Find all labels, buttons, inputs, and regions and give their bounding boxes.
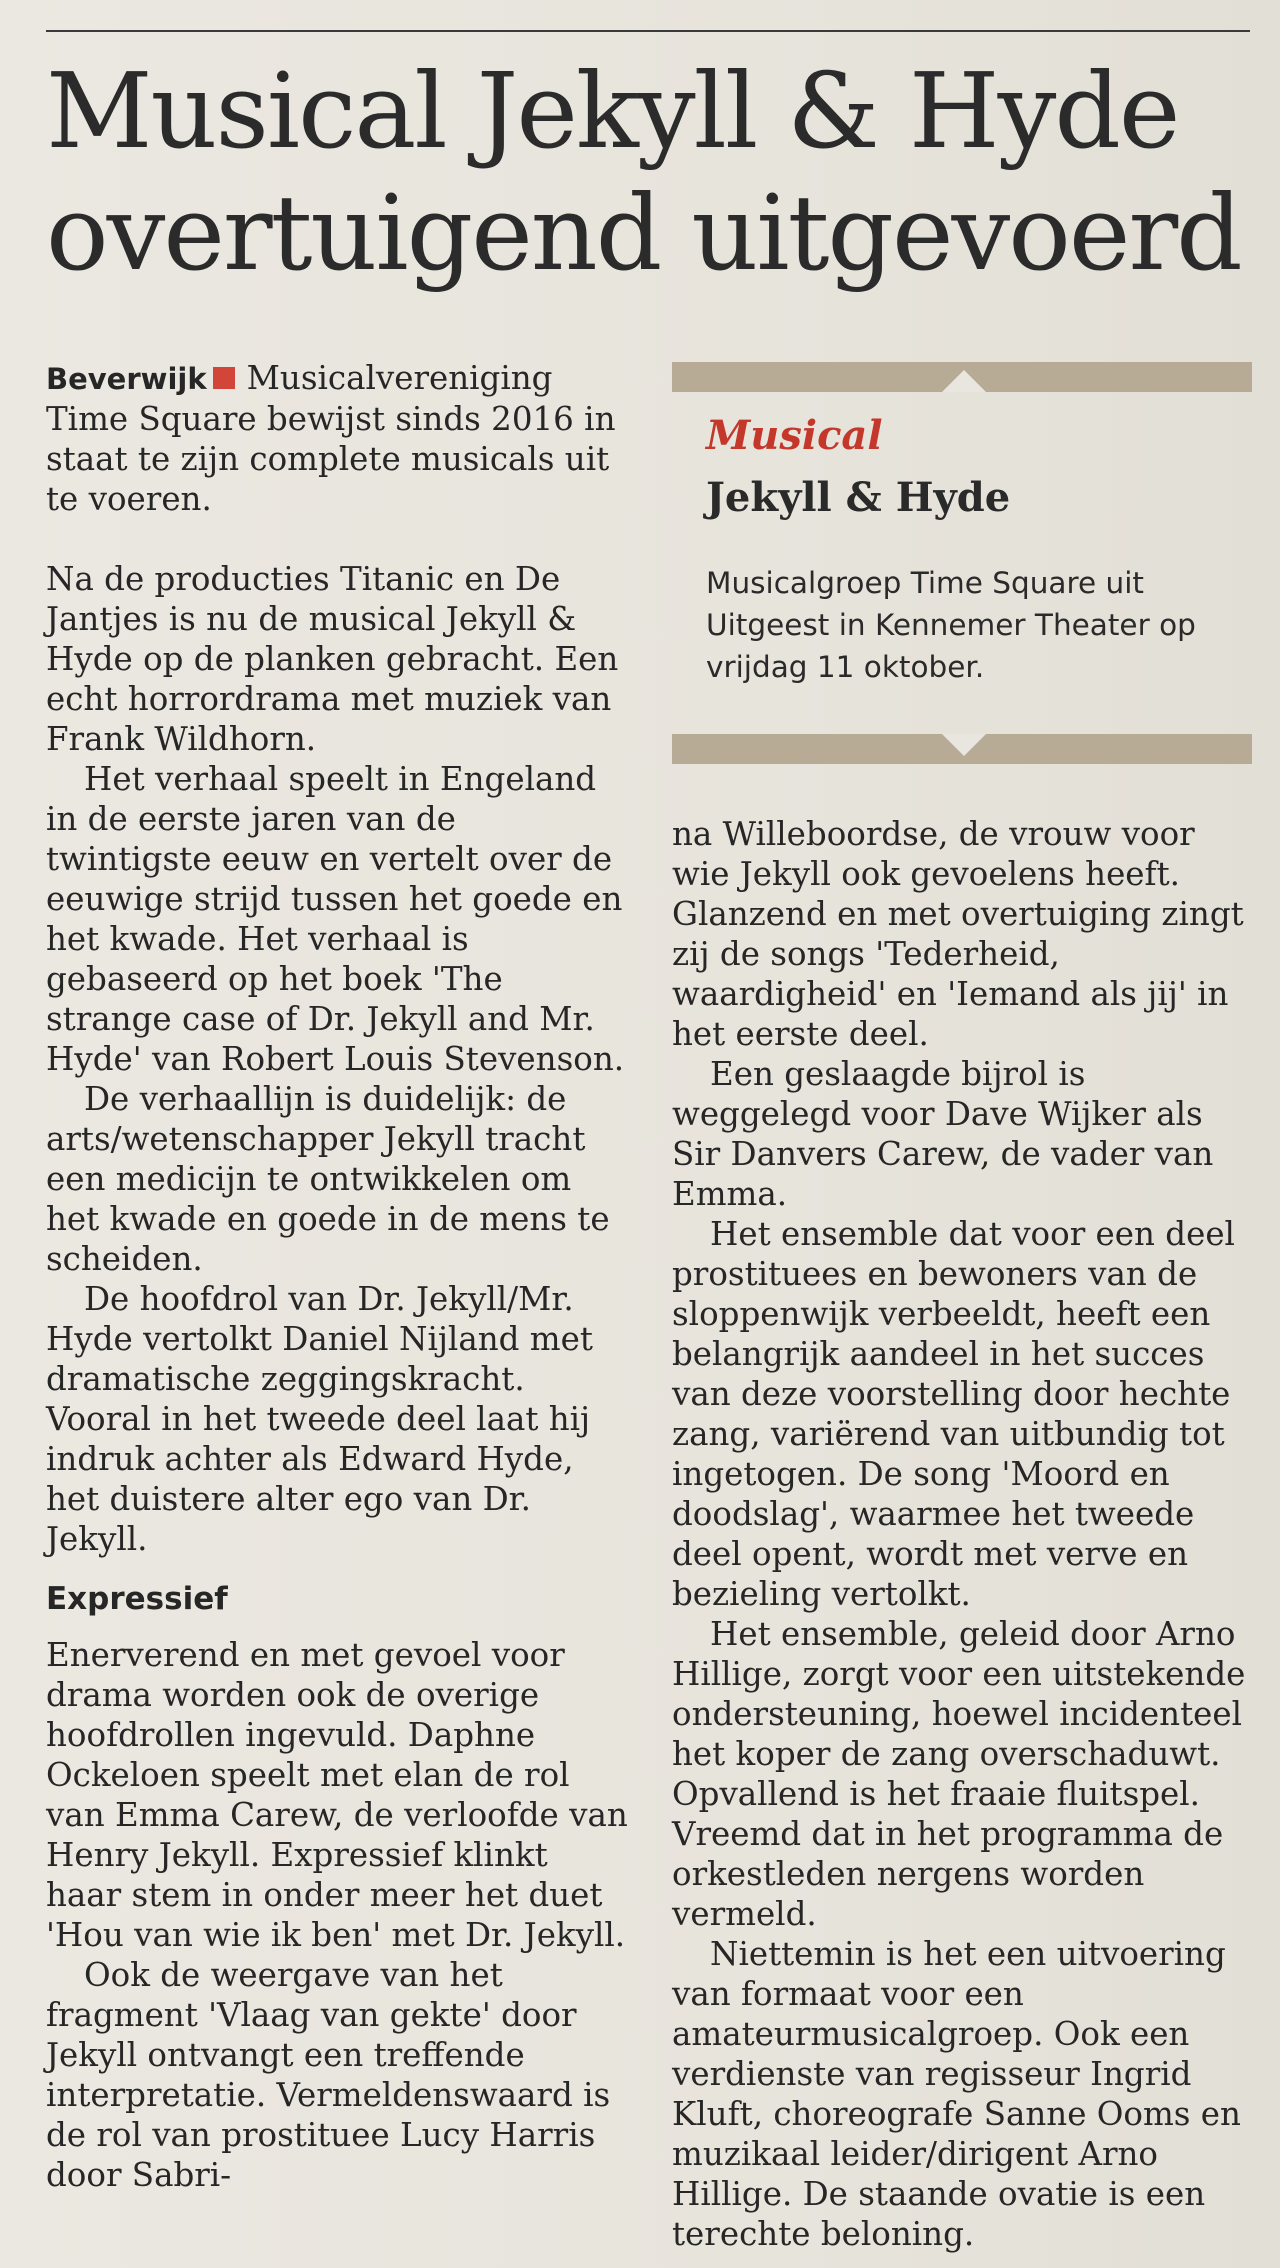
headline-line-1: Musical Jekyll & Hyde <box>46 50 1179 172</box>
headline <box>46 50 1266 294</box>
info-box-category: Musical <box>706 412 883 459</box>
article-column-2 <box>672 814 1252 2254</box>
body-paragraph: Niettemin is het een uitvoering van formaat voor een amateurmusicalgroep. Ook een verdienste van regisseur Ingrid Kluft, choreografe Sanne Ooms en muzikaal leider/dirigent Arno Hillige. De staande ovatie is een terechte beloning. <box>672 1935 1241 2253</box>
notch-icon <box>942 370 986 392</box>
body-paragraph: De hoofdrol van Dr. Jekyll/Mr. Hyde vertolkt Daniel Nijland met dramatische zeggingskracht. Vooral in het tweede deel laat hij indruk achter als Edward Hyde, het duistere alter ego van Dr. Jekyll. <box>46 1280 593 1558</box>
body-paragraph: na Willeboordse, de vrouw voor wie Jekyll ook gevoelens heeft. Glanzend en met overtuiging zingt zij de songs 'Tederheid, waardigheid' en 'Iemand als jij' in het eerste deel. <box>672 815 1244 1053</box>
red-square-icon <box>213 367 235 389</box>
body-paragraph: Het ensemble, geleid door Arno Hillige, zorgt voor een uitstekende ondersteuning, hoewel incidenteel het koper de zang overschaduwt. Opvallend is het fraaie fluitspel. Vreemd dat in het programma de orkestleden nergens worden vermeld. <box>672 1615 1246 1933</box>
top-rule <box>46 30 1250 32</box>
body-paragraph: Ook de weergave van het fragment 'Vlaag van gekte' door Jekyll ontvangt een treffende interpretatie. Vermeldenswaard is de rol van prostituee Lucy Harris door Sabri- <box>46 1956 611 2194</box>
body-paragraph: Het verhaal speelt in Engeland in de eerste jaren van de twintigste eeuw en vertelt over de eeuwige strijd tussen het goede en het kwade. Het verhaal is gebaseerd op het boek 'The strange case of Dr. Jekyll and Mr. Hyde' van Robert Louis Stevenson. <box>46 760 625 1078</box>
body-paragraph: De verhaallijn is duidelijk: de arts/wetenschapper Jekyll tracht een medicijn te ontwikkelen om het kwade en goede in de mens te scheiden. <box>46 1080 610 1278</box>
info-box <box>672 362 1252 768</box>
info-box-top-bar <box>672 362 1252 392</box>
headline-line-2: overtuigend uitgevoerd <box>46 172 1241 294</box>
body-paragraph: Een geslaagde bijrol is weggelegd voor Dave Wijker als Sir Danvers Carew, de vader van Emma. <box>672 1055 1214 1213</box>
lead-text: Musicalvereniging Time Square bewijst sinds 2016 in staat te zijn complete musicals uit te voeren. <box>46 359 616 518</box>
notch-icon <box>942 734 986 756</box>
lead-paragraph <box>46 358 631 519</box>
body-paragraph: Enerverend en met gevoel voor drama worden ook de overige hoofdrollen ingevuld. Daphne Ockeloen speelt met elan de rol van Emma Carew, de verloofde van Henry Jekyll. Expressief klinkt haar stem in onder meer het duet 'Hou van wie ik ben' met Dr. Jekyll. <box>46 1636 628 1954</box>
article-column-1 <box>46 358 631 2195</box>
body-paragraph: Na de producties Titanic en De Jantjes is nu de musical Jekyll & Hyde op de planken gebracht. Een echt horrordrama met muziek van Frank Wildhorn. <box>46 560 619 758</box>
info-box-bottom-bar <box>672 734 1252 764</box>
dateline: Beverwijk <box>46 362 207 396</box>
subheading: Expressief <box>46 1581 228 1617</box>
body-paragraph: Het ensemble dat voor een deel prostituees en bewoners van de sloppenwijk verbeeldt, heeft een belangrijk aandeel in het succes van deze voorstelling door hechte zang, variërend van uitbundig tot ingetogen. De song 'Moord en doodslag', waarmee het tweede deel opent, wordt met verve en bezieling vertolkt. <box>672 1215 1235 1613</box>
info-box-title: Jekyll & Hyde <box>706 474 1011 521</box>
info-box-description: Musicalgroep Time Square uit Uitgeest in Kennemer Theater op vrijdag 11 oktober. <box>706 566 1196 684</box>
paragraph-gap <box>46 519 631 559</box>
